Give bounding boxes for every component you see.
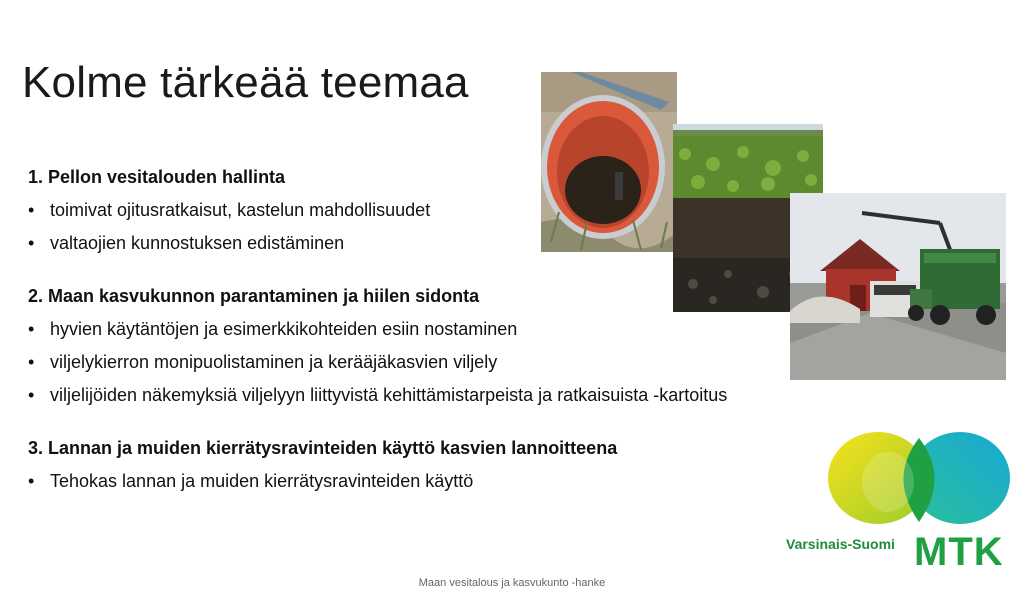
section-manure-nutrients: [28, 437, 888, 503]
drainage-well-photo: [541, 72, 677, 252]
farm-machinery-photo: [790, 193, 1006, 380]
bullet-item: • hyvien käytäntöjen ja esimerkkikohteiden esiin nostaminen: [28, 318, 888, 351]
bullet-item: • toimivat ojitusratkaisut, kastelun mahdollisuudet: [28, 199, 888, 232]
bullet-item: • Tehokas lannan ja muiden kierrätysravinteiden käyttö: [28, 470, 888, 503]
slide-title: Kolme tärkeää teemaa: [22, 58, 469, 107]
bullet-item: • valtaojien kunnostuksen edistäminen: [28, 232, 888, 265]
logo-brand-text: MTK: [914, 530, 1004, 574]
section-heading: 3. Lannan ja muiden kierrätysravinteiden käyttö kasvien lannoitteena: [28, 438, 618, 458]
bullet-item: • viljelykierron monipuolistaminen ja kerääjäkasvien viljely: [28, 351, 888, 384]
logo-region-label: Varsinais-Suomi: [786, 536, 895, 552]
bullet-item: • viljelijöiden näkemyksiä viljelyyn liittyvistä kehittämistarpeista ja ratkaisuista -kartoitus: [28, 384, 888, 417]
slide-footer: Maan vesitalous ja kasvukunto -hanke: [418, 577, 606, 589]
section-heading: 2. Maan kasvukunnon parantaminen ja hiilen sidonta: [28, 286, 480, 306]
section-heading: 1. Pellon vesitalouden hallinta: [28, 167, 286, 187]
